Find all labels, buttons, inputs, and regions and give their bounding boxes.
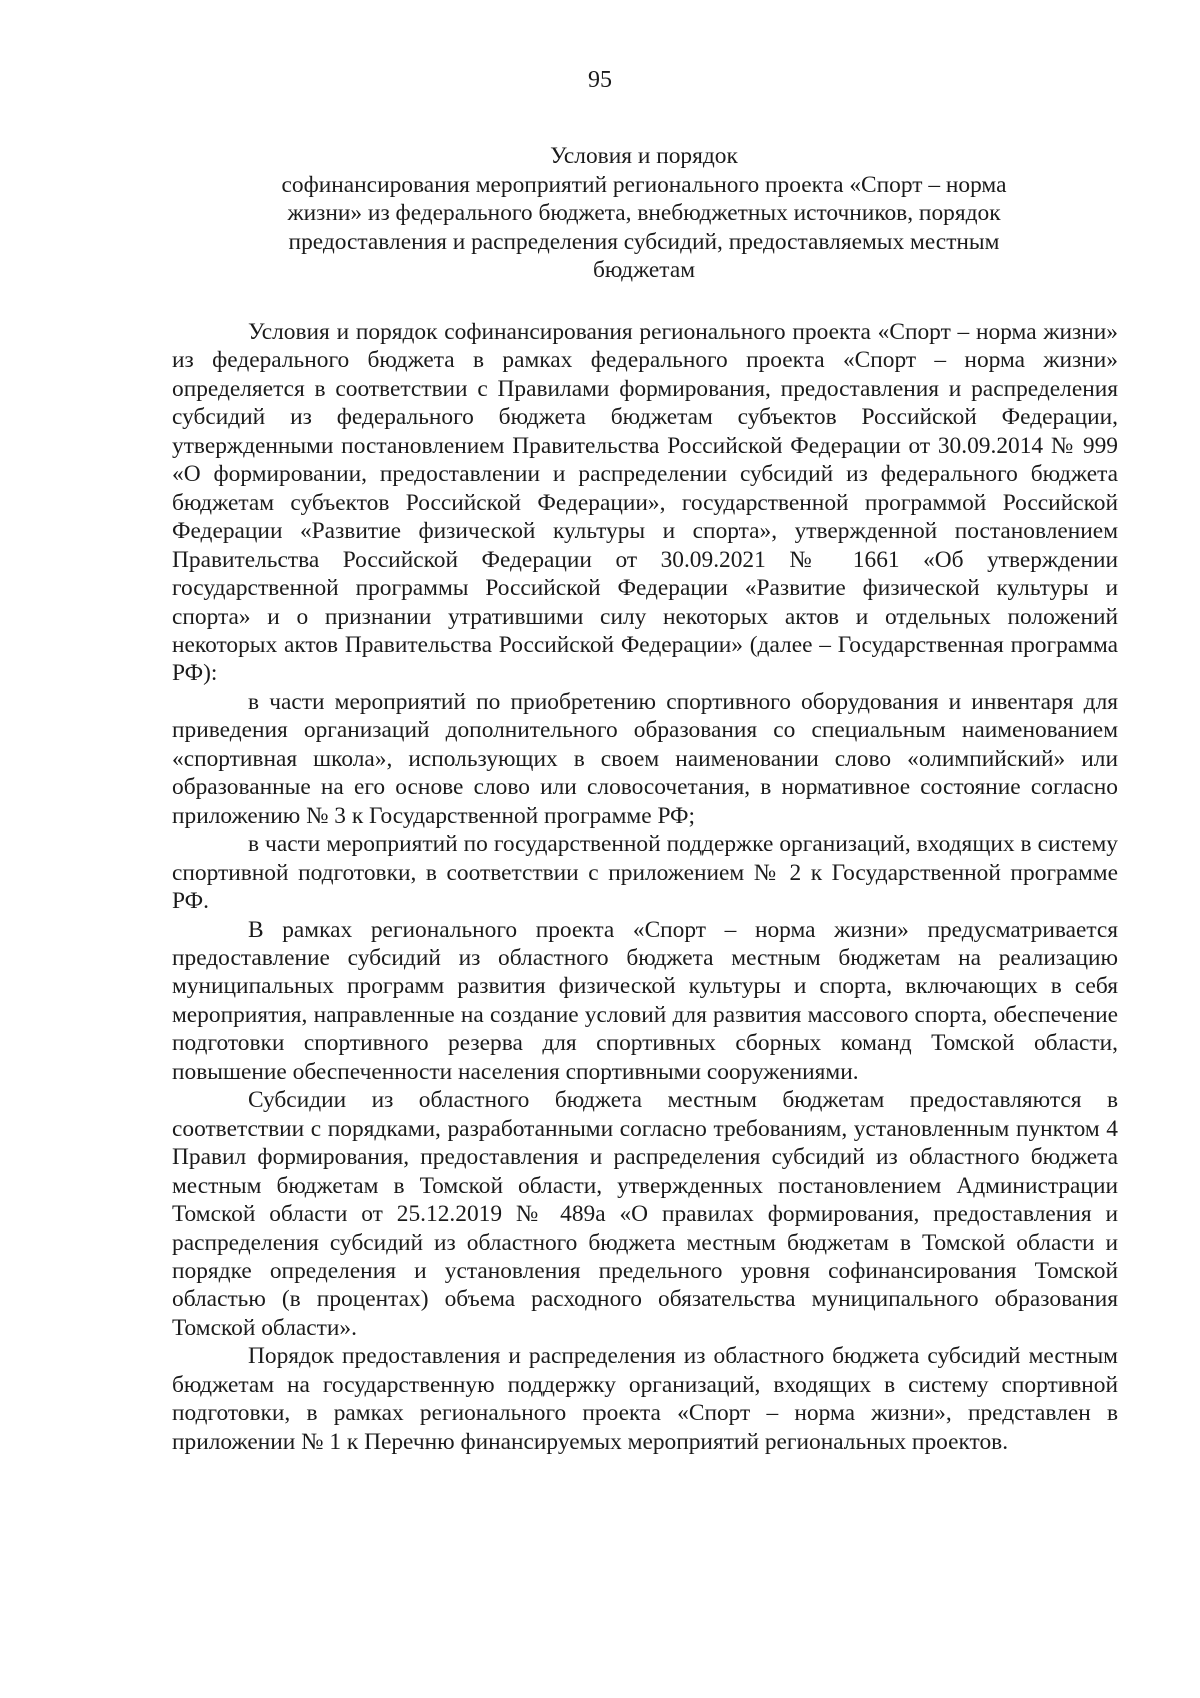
title-line: предоставления и распределения субсидий, предоставляемых местным: [288, 228, 1000, 255]
paragraph: в части мероприятий по государственной поддержке организаций, входящих в систему спортивной подготовки, в соответствии с приложением № 2 к Государственной программе РФ.: [172, 831, 1118, 915]
title-line: жизни» из федерального бюджета, внебюджетных источников, порядок: [287, 200, 1001, 227]
title-line: Условия и порядок: [550, 143, 738, 169]
title-line: бюджетам: [592, 257, 695, 284]
paragraph: В рамках регионального проекта «Спорт – норма жизни» предусматривается предоставление субсидий из областного бюджета местным бюджетам на реализацию муниципальных программ развития физической культуры и спорта, включающих в себя мероприятия, направленные на создание условий для развития массового спорта, обеспечение подготовки спортивного резерва для спортивных сборных команд Томской области, повышение обеспеченности населения спортивными сооружениями.: [172, 916, 1118, 1085]
page-number: 95: [588, 67, 612, 93]
paragraph: Порядок предоставления и распределения из областного бюджета субсидий местным бюджетам на государственную поддержку организаций, входящих в систему спортивной подготовки, в рамках регионального проекта «Спорт – норма жизни», представлен в приложении № 1 к Перечню финансируемых мероприятий региональных проектов.: [172, 1343, 1118, 1455]
title-line: софинансирования мероприятий регионального проекта «Спорт – норма: [281, 171, 1007, 198]
document-title: [240, 142, 1048, 285]
paragraph: в части мероприятий по приобретению спортивного оборудования и инвентаря для приведения организаций дополнительного образования со специальным наименованием «спортивная школа», использующих в своем наименовании слово «олимпийский» или образованные на его основе слово или словосочетания, в нормативное состояние согласно приложению № 3 к Государственной программе РФ;: [172, 688, 1118, 829]
paragraph: Субсидии из областного бюджета местным бюджетам предоставляются в соответствии с порядками, разработанными согласно требованиям, установленным пунктом 4 Правил формирования, предоставления и распределения субсидий из областного бюджета местным бюджетам в Томской области, утвержденных постановлением Администрации Томской области от 25.12.2019 № 489а «О правилах формирования, предоставления и распределения субсидий из областного бюджета местным бюджетам в Томской области и порядке определения и установления предельного уровня софинансирования Томской областью (в процентах) объема расходного обязательства муниципального образования Томской области».: [172, 1087, 1118, 1341]
document-body: [172, 318, 1118, 1456]
paragraph: Условия и порядок софинансирования регионального проекта «Спорт – норма жизни» из федерального бюджета в рамках федерального проекта «Спорт – норма жизни» определяется в соответствии с Правилами формирования, предоставления и распределения субсидий из федерального бюджета бюджетам субъектов Российской Федерации, утвержденными постановлением Правительства Российской Федерации от 30.09.2014 № 999 «О формировании, предоставлении и распределении субсидий из федерального бюджета бюджетам субъектов Российской Федерации», государственной программой Российской Федерации «Развитие физической культуры и спорта», утвержденной постановлением Правительства Российской Федерации от 30.09.2021 № 1661 «Об утверждении государственной программы Российской Федерации «Развитие физической культуры и спорта» и о признании утратившими силу некоторых актов и отдельных положений некоторых актов Правительства Российской Федерации» (далее – Государственная программа РФ):: [172, 319, 1118, 687]
